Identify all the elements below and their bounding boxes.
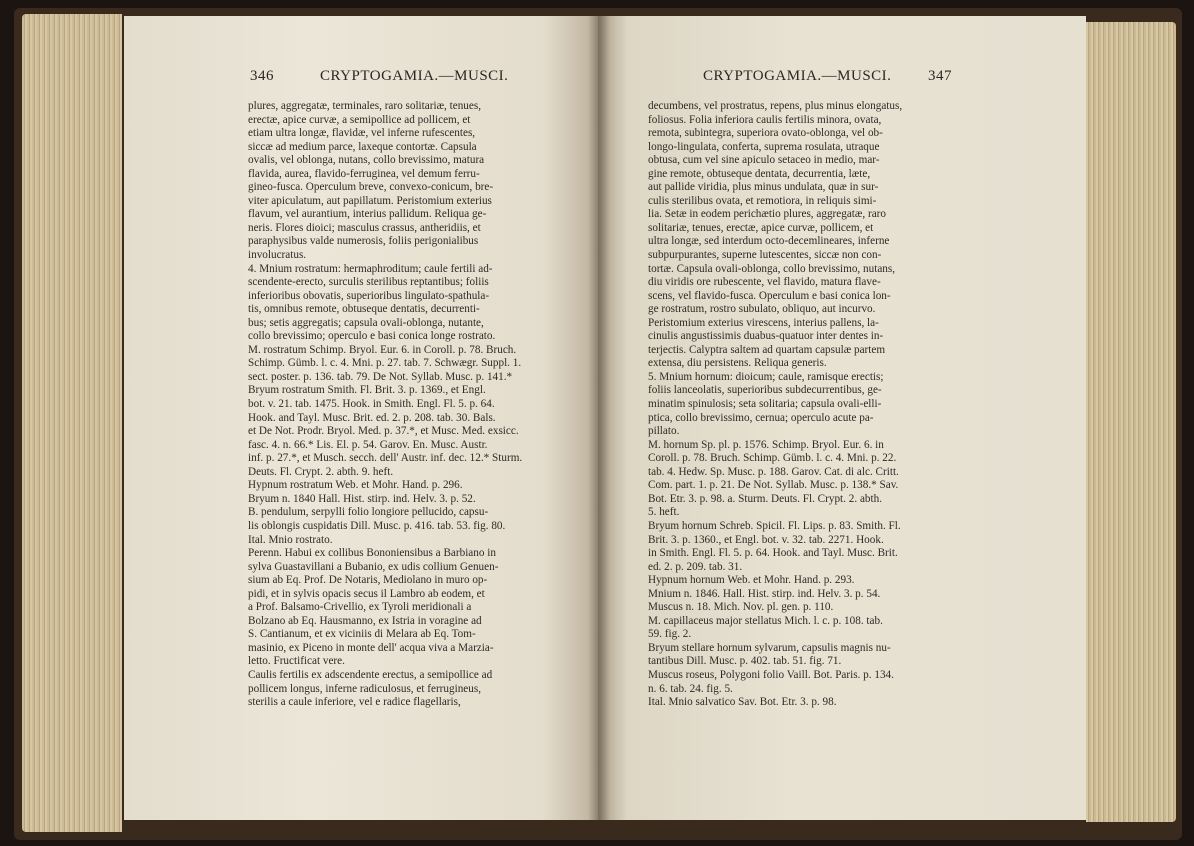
- text-line: ultra longæ, sed interdum octo-decemlineares, inferne: [648, 235, 890, 248]
- text-line: n. 6. tab. 24. fig. 5.: [648, 682, 733, 695]
- text-line: gineo-fusca. Operculum breve, convexo-conicum, bre-: [248, 181, 494, 194]
- text-line: tantibus Dill. Musc. p. 402. tab. 51. fig. 71.: [648, 655, 842, 668]
- text-line: fasc. 4. n. 66.* Lis. El. p. 54. Garov. En. Musc. Austr.: [248, 438, 488, 451]
- text-line: cinulis angustissimis duabus-quatuor inter dentes in-: [648, 330, 884, 343]
- text-line: masinio, ex Piceno in monte dell' acqua viva a Marzia-: [248, 641, 494, 654]
- text-line: Brit. 3. p. 1360., et Engl. bot. v. 32. tab. 2271. Hook.: [648, 533, 884, 546]
- text-line: ed. 2. p. 209. tab. 31.: [648, 560, 743, 573]
- text-line: scendente-erecto, surculis sterilibus reptantibus; foliis: [248, 276, 489, 289]
- text-line: etiam ultra longæ, flavidæ, vel inferne rufescentes,: [248, 127, 476, 140]
- text-line: viter apiculatum, aut papillatum. Peristomium exterius: [248, 194, 492, 207]
- text-line: in Smith. Engl. Fl. 5. p. 64. Hook. and Tayl. Musc. Brit.: [648, 547, 898, 560]
- text-line: Muscus roseus, Polygoni folio Vaill. Bot. Paris. p. 134.: [648, 668, 894, 681]
- text-line: Hypnum rostratum Web. et Mohr. Hand. p. 296.: [248, 479, 463, 492]
- text-line: Ital. Mnio salvatico Sav. Bot. Etr. 3. p. 98.: [648, 696, 837, 709]
- text-line: Bot. Etr. 3. p. 98. a. Sturm. Deuts. Fl. Crypt. 2. abth.: [648, 492, 883, 505]
- text-line: decumbens, vel prostratus, repens, plus minus elongatus,: [648, 100, 903, 112]
- text-line: tis, omnibus remote, obtuseque dentatis, decurrenti-: [248, 303, 480, 316]
- left-page-edges: [22, 14, 122, 832]
- right-page-edges: [1086, 22, 1176, 822]
- text-line: tab. 4. Hedw. Sp. Musc. p. 188. Garov. Cat. di alc. Critt.: [648, 465, 899, 478]
- text-line: culis sterilibus ovata, et remotiora, in reliquis simi-: [648, 194, 877, 207]
- text-line: longo-lingulata, conferta, suprema rosulata, utraque: [648, 140, 880, 153]
- text-line: terjectis. Calyptra saltem ad quartam capsulæ partem: [648, 343, 886, 356]
- text-line: Caulis fertilis ex adscendente erectus, a semipollice ad: [248, 668, 493, 681]
- text-line: neris. Flores dioici; masculus crassus, antheridiis, et: [248, 221, 481, 234]
- text-line: tortæ. Capsula ovali-oblonga, collo brevissimo, nutans,: [648, 262, 896, 275]
- text-line: bot. v. 21. tab. 1475. Hook. in Smith. Engl. Fl. 5. p. 64.: [248, 398, 495, 411]
- text-line: sylva Guastavillani a Bubanio, ex udis collium Genuen-: [248, 560, 499, 573]
- text-line: Bryum stellare hornum sylvarum, capsulis magnis nu-: [648, 641, 891, 654]
- text-line: Deuts. Fl. Crypt. 2. abth. 9. heft.: [248, 465, 394, 478]
- text-line: ptica, collo brevissimo, cernua; operculo acute pa-: [648, 411, 874, 424]
- text-line: S. Cantianum, et ex viciniis di Melara ab Eq. Tom-: [248, 628, 476, 641]
- text-line: diu viridis ore rubescente, vel flavido, matura flave-: [648, 276, 881, 289]
- text-line: Muscus n. 18. Mich. Nov. pl. gen. p. 110.: [648, 601, 834, 614]
- text-line: 5. heft.: [648, 506, 680, 519]
- text-line: sium ab Eq. Prof. De Notaris, Mediolano in muro op-: [248, 574, 488, 587]
- text-line: ge rostratum, rostro subulato, obliquo, aut incurvo.: [648, 303, 876, 316]
- text-line: scens, vel flavido-fusca. Operculum e basi conica lon-: [648, 289, 891, 302]
- text-line: B. pendulum, serpylli folio longiore pellucido, capsu-: [248, 506, 489, 519]
- gutter-shadow: [588, 16, 610, 820]
- text-line: Hook. and Tayl. Musc. Brit. ed. 2. p. 208. tab. 30. Bals.: [248, 411, 496, 424]
- text-line: Peristomium exterius virescens, interius pallens, la-: [648, 316, 879, 329]
- text-line: 4. Mnium rostratum: hermaphroditum; caule fertili ad-: [248, 262, 493, 275]
- text-line: gine remote, obtuseque dentata, decurrentia, læte,: [648, 167, 871, 180]
- right-page-text: [648, 100, 970, 710]
- text-line: M. rostratum Schimp. Bryol. Eur. 6. in Coroll. p. 78. Bruch.: [248, 343, 517, 356]
- text-line: inferioribus obovatis, superioribus lingulato-spathula-: [248, 289, 490, 302]
- right-page: [598, 16, 1086, 820]
- text-line: letto. Fructificat vere.: [248, 655, 345, 668]
- text-line: Bryum hornum Schreb. Spicil. Fl. Lips. p. 83. Smith. Fl.: [648, 519, 901, 532]
- text-line: 5. Mnium hornum: dioicum; caule, ramisque erectis;: [648, 370, 884, 383]
- text-line: minatim spinulosis; seta solitaria; capsula ovali-elli-: [648, 398, 882, 411]
- text-line: aut pallide viridia, plus minus undulata, quæ in sur-: [648, 181, 879, 194]
- text-line: Schimp. Gümb. l. c. 4. Mni. p. 27. tab. 7. Schwægr. Suppl. 1.: [248, 357, 522, 370]
- text-line: erectæ, apice curvæ, a semipollice ad pollicem, et: [248, 113, 471, 126]
- text-line: M. hornum Sp. pl. p. 1576. Schimp. Bryol. Eur. 6. in: [648, 438, 884, 451]
- text-line: M. capillaceus major stellatus Mich. l. c. p. 108. tab.: [648, 614, 883, 627]
- text-line: siccæ ad medium parce, laxeque contortæ. Capsula: [248, 140, 477, 153]
- text-line: Perenn. Habui ex collibus Bononiensibus a Barbiano in: [248, 547, 496, 560]
- text-line: Bryum rostratum Smith. Fl. Brit. 3. p. 1369., et Engl.: [248, 384, 486, 397]
- left-running-head: CRYPTOGAMIA.—MUSCI.: [320, 68, 509, 84]
- text-line: sect. poster. p. 136. tab. 79. De Not. Syllab. Musc. p. 141.*: [248, 370, 513, 383]
- text-line: paraphysibus valde numerosis, foliis perigonialibus: [248, 235, 479, 248]
- text-line: plures, aggregatæ, terminales, raro solitariæ, tenues,: [248, 100, 482, 112]
- left-page-number: 346: [250, 68, 274, 84]
- text-line: foliosus. Folia inferiora caulis fertilis minora, ovata,: [648, 113, 882, 126]
- text-line: foliis lanceolatis, superioribus subdecurrentibus, ge-: [648, 384, 882, 397]
- text-line: Coroll. p. 78. Bruch. Schimp. Gümb. l. c. 4. Mni. p. 22.: [648, 452, 897, 465]
- text-line: bus; setis aggregatis; capsula ovali-oblonga, nutante,: [248, 316, 484, 329]
- text-line: inf. p. 27.*, et Musch. secch. dell' Austr. inf. dec. 12.* Sturm.: [248, 452, 523, 465]
- left-page-text: [248, 100, 558, 710]
- text-line: lis oblongis cuspidatis Dill. Musc. p. 416. tab. 53. fig. 80.: [248, 519, 506, 532]
- text-line: pillato.: [648, 425, 680, 438]
- right-page-number: 347: [928, 68, 952, 84]
- text-line: a Prof. Balsamo-Crivellio, ex Tyroli meridionali a: [248, 601, 472, 614]
- text-line: Com. part. 1. p. 21. De Not. Syllab. Musc. p. 138.* Sav.: [648, 479, 899, 492]
- text-line: pidi, et in sylvis opacis secus il Lambro ab eodem, et: [248, 587, 485, 600]
- text-line: collo brevissimo; operculo e basi conica longe rostrato.: [248, 330, 496, 343]
- text-line: solitariæ, tenues, erectæ, apice curvæ, pollicem, et: [648, 221, 874, 234]
- text-line: Bryum n. 1840 Hall. Hist. stirp. ind. Helv. 3. p. 52.: [248, 492, 476, 505]
- text-line: obtusa, cum vel sine apiculo setaceo in medio, mar-: [648, 154, 880, 167]
- text-line: Bolzano ab Eq. Hausmanno, ex Istria in voragine ad: [248, 614, 482, 627]
- text-line: et De Not. Prodr. Bryol. Med. p. 37.*, et Musc. Med. exsicc.: [248, 425, 519, 438]
- text-line: remota, subintegra, superiora ovato-oblonga, vel ob-: [648, 127, 883, 140]
- left-page: [124, 16, 600, 820]
- text-line: flavum, vel aurantium, interius pallidum. Reliqua ge-: [248, 208, 487, 221]
- text-line: lia. Setæ in eodem perichætio plures, aggregatæ, raro: [648, 208, 886, 221]
- text-line: ovalis, vel oblonga, nutans, collo brevissimo, matura: [248, 154, 485, 167]
- right-running-head: CRYPTOGAMIA.—MUSCI.: [703, 68, 892, 84]
- text-line: Hypnum hornum Web. et Mohr. Hand. p. 293.: [648, 574, 855, 587]
- text-line: extensa, diu persistens. Reliqua generis.: [648, 357, 827, 370]
- text-line: flavida, aurea, flavido-ferruginea, vel demum ferru-: [248, 167, 480, 180]
- text-line: involucratus.: [248, 249, 307, 262]
- text-line: subpurpurantes, superne lutescentes, siccæ non con-: [648, 249, 882, 262]
- text-line: Mnium n. 1846. Hall. Hist. stirp. ind. Helv. 3. p. 54.: [648, 587, 881, 600]
- text-line: Ital. Mnio rostrato.: [248, 533, 333, 546]
- text-line: 59. fig. 2.: [648, 628, 692, 641]
- text-line: sterilis a caule inferiore, vel e radice flagellaris,: [248, 696, 461, 709]
- text-line: pollicem longus, inferne radiculosus, et ferrugineus,: [248, 682, 482, 695]
